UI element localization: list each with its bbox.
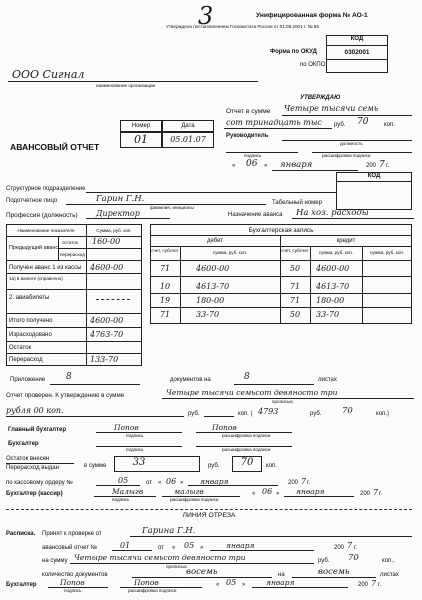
receipt-kop: 70 [348, 553, 359, 563]
person-value: Гарин Г.Н. [96, 194, 145, 204]
code-label: КОД [350, 36, 364, 42]
credit-account: 71 [289, 282, 301, 291]
debit-sum: 4613-70 [196, 282, 230, 291]
cashier-signature: Малыгв [112, 487, 144, 496]
sheets-count: 8 [244, 372, 250, 382]
receipt-accountant-year: 7 [371, 579, 377, 588]
credit-sum: 4613-70 [316, 282, 350, 291]
tear-line [6, 509, 412, 510]
receipt-year: 7 [347, 541, 353, 550]
organization-caption: наименование организации [96, 83, 156, 88]
total-received-value: 4600-00 [90, 316, 124, 325]
cashier-year: 7 [373, 488, 379, 497]
spent-value: 4763-70 [90, 330, 124, 339]
credit-sum: 4600-00 [316, 264, 350, 273]
receipt-report-number: 01 [120, 541, 131, 550]
attachment-count: 8 [66, 372, 72, 382]
profession-label: Профессия (должность) [6, 212, 78, 219]
debit-sum: 4600-00 [196, 264, 230, 273]
checked-kop: 70 [342, 406, 353, 416]
approve-sum-label: Отчет в сумме [226, 108, 271, 115]
receipt-day: 05 [184, 541, 195, 550]
report-title: АВАНСОВЫЙ ОТЧЕТ [10, 142, 100, 152]
receipt-docs-count: восемь [186, 567, 218, 577]
page-number-mark: 3 [198, 2, 214, 30]
purpose-label: Назначение аванса [228, 212, 283, 218]
approve-year: 7 [379, 160, 385, 170]
approve-kop: 70 [357, 117, 369, 127]
approved-text: Утверждена постановлением Госкомстата России от 01.08.2001 г. № 55 [166, 24, 319, 29]
receipt-accountant-day: 05 [226, 578, 237, 587]
order-number: 05 [118, 476, 129, 485]
receipt-sheets-count: восемь [318, 567, 350, 577]
report-date: 05.01.07 [170, 135, 206, 144]
receipt-accountant-name: Попов [134, 578, 159, 587]
receipt-person: Гарина Г.Н. [142, 526, 196, 536]
checked-sum-words: Четыре тысячи семьсот девяносто три [166, 388, 338, 397]
debit-sum: 33-70 [196, 310, 220, 319]
credit-sum: 180-00 [316, 296, 345, 305]
receipt-label: Расписка. [6, 531, 36, 537]
form-title: Унифицированная форма № АО-1 [256, 12, 368, 19]
received-value: 4600-00 [90, 263, 124, 272]
order-year: 7 [301, 477, 307, 486]
receipt-accountant-signature: Попов [60, 578, 85, 587]
cashier-label: Бухгалтер (кассир) [6, 491, 63, 497]
advance-report-form: 3 Унифицированная форма № АО-1 Утверждена постановлением Госкомстата России от 01.08.2001 г. № 55 КОД 0302001 Форма по ОКУД по ОКПО ООО Сигнал наименование организации УТВЕРЖДАЮ Отчет в сумме Четыре тысячи семь сот тринадцать тыс руб. 70 коп. Руководитель должность подпись расшифровка подписи « 06 » января 200 7 г. АВАНСОВЫЙ ОТЧЕТ Номер Дата 01 05.01.07 Структурное подразделение КОД Подотчетное лицо Гарин Г.Н. фамилия, инициалы Табельный номер Профессия (должность) Директор Назначение аванса На хоз. расходы Наименование показателя Сумма, руб. коп. Предыдущий аванс остаток перерасход 160-00 Получен аванс 1 из кассы 4600-00 1а) в валюте (справочно) 2. авиабилеты Итого получено 4600-00 Израсходовано 4763-70 Остаток Перерасход 133-70 Бухгалтерская запись дебет кредит счет, субсчет сумма, руб. коп. счет, субсчет сумма, руб. коп. сумма, руб. коп. 71 4600-00 50 4600-00 10 4613-70 71 4613-70 19 180-00 71 180-00 71 33-70 50 33-70 Приложение 8 документов на 8 листах Отчет проверен. К утверждению в сумме Четыре тысячи семьсот девяносто три прописью рубля 00 коп. руб. коп. ( 4793 руб. 70 коп.) Главный бухгалтер Попов подпись Попов расшифровка подписи Бухгалтер подпись расшифровка подписи Остаток внесен Перерасход выдан в сумме 33 руб. 70 коп. по кассовому ордеру № 05 от « 06 » января 200 7 г. Бухгалтер (кассир) Малыгв подпись малыгв расшифровка подписи « 06 » января 200 7 г. ЛИНИЯ ОТРЕЗА Расписка. Принят к проверке от Гарина Г.Н. авансовый отчет № 01 от « 05 » января 200 7 г. на сумму Четыре тысячи семьсот девяносто три прописью руб. 70 коп., количество документов восемь на восемь листах Бухгалтер Попов подпись Попов расшифровка подписи « 05 » января 200 7 г. [0, 0, 422, 600]
cash-kop-value: 70 [240, 457, 254, 468]
purpose-value: На хоз. расходы [296, 208, 369, 218]
cashier-day: 06 [262, 487, 273, 496]
cash-rub-value: 33 [132, 457, 146, 468]
unit-label: Структурное подразделение [6, 186, 86, 192]
checked-amount: 4793 [258, 407, 279, 416]
checked-label: Отчет проверен. К утверждению в сумме [6, 392, 125, 399]
debit-account: 19 [159, 296, 171, 305]
receipt-month: января [226, 541, 255, 550]
receipt-sum-words: Четыре тысячи семьсот девяносто три [74, 553, 246, 562]
receipt-accountant-month: января [266, 578, 295, 587]
tab-number-label: Табельный номер [272, 200, 322, 206]
checked-sum-words-2: рубля 00 коп. [6, 406, 64, 415]
order-month: января [200, 477, 229, 486]
credit-sum: 33-70 [316, 310, 340, 319]
okud-label: Форма по ОКУД [270, 49, 317, 55]
receipt-accountant-label: Бухгалтер [6, 582, 37, 588]
approve-day: 06 [246, 159, 258, 169]
cashier-name: малыгв [174, 487, 204, 496]
chief-signature: Попов [114, 423, 139, 432]
tear-line-label: ЛИНИЯ ОТРЕЗА [182, 512, 236, 519]
cashier-month: января [296, 487, 325, 496]
debit-account: 10 [159, 282, 171, 291]
head-label: Руководитель [226, 133, 269, 139]
prev-advance-value: 160-00 [92, 237, 121, 246]
order-day: 06 [166, 477, 177, 486]
approve-sum-words-2: сот тринадцать тыс [226, 118, 322, 127]
overspend-value: 133-70 [90, 355, 119, 364]
chief-name: Попов [212, 423, 237, 432]
organization-name: ООО Сигнал [12, 68, 85, 81]
okud-code: 0302001 [344, 49, 370, 56]
approve-sum-words: Четыре тысячи семь [284, 104, 379, 113]
credit-account: 50 [289, 264, 301, 273]
approve-month: января [280, 160, 313, 170]
approve-title: УТВЕРЖДАЮ [300, 95, 341, 101]
attachment-label: Приложение [10, 377, 46, 383]
person-label: Подотчетное лицо [6, 198, 58, 204]
accountant-label: Бухгалтер [8, 441, 39, 447]
report-number: 01 [134, 133, 148, 146]
debit-account: 71 [159, 310, 171, 319]
credit-account: 71 [289, 296, 301, 305]
debit-account: 71 [159, 264, 171, 273]
credit-account: 50 [289, 310, 301, 319]
chief-accountant-label: Главный бухгалтер [8, 427, 67, 433]
profession-value: Директор [96, 209, 140, 218]
debit-sum: 180-00 [196, 296, 225, 305]
okpo-label: по ОКПО [300, 62, 326, 68]
